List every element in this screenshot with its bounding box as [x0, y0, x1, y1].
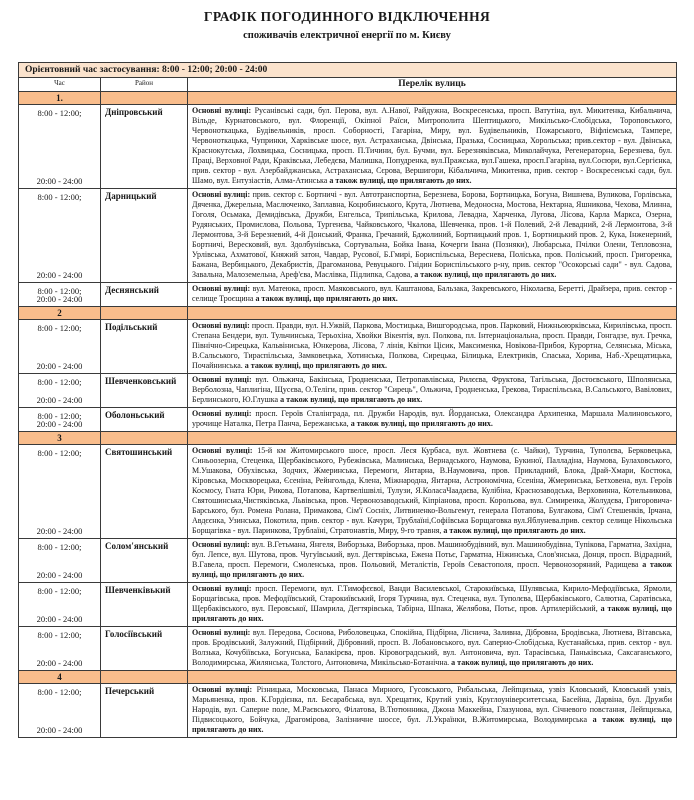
streets-list: вул. Передова, Соснова, Риболовецька, Спокійна, Підбірна, Ліснича, Заливна, Дібровна, Бродівська, Лютнева, Вітавська, пров. Бродівський, Залужний, Підбірний, Дібровний, просп. В. Лобановського, вул. Саперно-Слобідська, Кустанайська, прив. сектор - вул. Волзька, Кочубіївська, Богунська, Балакірєва, пров. Кіровоградський, вул. Антоновича, вул. Тарасівська, Паньківська, Саксаганського, Володимирська, Жилянська, Толстого, Антоновича, Микільсько-Ботанічна. — [192, 628, 672, 667]
district-name: Дніпровський — [101, 105, 188, 189]
group-number: 1. — [19, 92, 101, 105]
streets-cell — [188, 320, 677, 374]
district-name: Шевченковський — [101, 374, 188, 408]
streets-tail: а також вулиці, що прилягають до них. — [255, 294, 398, 303]
streets-list: 15-й км Житомирського шосе, просп. Леся Курбаса, вул. Жовтнева (с. Чайки), Турчина, Туполєва, Берковецька, Синьоозерна, Стеценка, Щербаківського, Рубежівська, Малинська, Вернадського, Наумова, Букиної, Палладіна, Наумова, Булаховського, М.Ушакова, Обухівська, Зодчих, Жмеринська, Перемоги, Янтарна, В.Наумовича, пров. Прикладний, Блока, Драй-Хмари, Костюка, Кіровська, Москворецька, Єсеніна, Рейнгольда, Клена, Міжнародна, Янтарна, Астрономічна, Єсеніна, Жмеринська, Бетховена, вул. Героїв Космосу, Гната Юри, Рикова, Потапова, Картвелішвілі, Тулузи, Я.КоласаЧаадаєва, Кулібіна, Краснозаводська, Верховинна, Котельникова, Святошинська,Чистяківська, Львівська, пров. Червонозаводський, Кіпріанова, просп. Корольова, вул. Симиренка, Жолудєва, Григоровича-Барського, бул. Ромена Ролана, Примакова, Сім'ї Сосніх, Литвиненко-Вольгемут, генерала Потапова, Булгакова, Сім'ї Стешенків, Ірчана, Авдєєнка, Узинська, Покотила, прив. сектор - вул. Качури, Трублаїні,Софіївська Борщаговка вул.Яблунева.прив. сектор селище Нікольська Борщагівка - вул. Паринкова, Трублаїні, Стратонавтів, Миру, 9-го травня, — [192, 446, 673, 535]
time-end: 20:00 - 24:00 — [36, 725, 83, 735]
time-start: 8:00 - 12:00; — [37, 630, 82, 640]
table-row — [19, 283, 677, 307]
streets-cell — [188, 105, 677, 189]
column-header-row — [19, 78, 677, 92]
time-cell — [19, 283, 101, 307]
district-name: Оболоньський — [101, 408, 188, 432]
table-row — [19, 627, 677, 671]
group-number: 3 — [19, 432, 101, 445]
streets-lead: Основні вулиці: — [192, 284, 251, 293]
time-cell — [19, 105, 101, 189]
group-number: 2 — [19, 307, 101, 320]
time-end: 20:00 - 24:00 — [36, 395, 83, 405]
column-header-district: Район — [101, 78, 188, 92]
streets-lead: Основні вулиці: — [192, 540, 250, 549]
time-start: 8:00 - 12:00; — [37, 411, 82, 421]
streets-cell — [188, 408, 677, 432]
streets-tail: а також вулиці, що прилягають до них. — [280, 395, 423, 404]
streets-lead: Основні вулиці: — [192, 446, 253, 455]
streets-cell — [188, 539, 677, 583]
district-name: Подільський — [101, 320, 188, 374]
table-row — [19, 374, 677, 408]
streets-lead: Основні вулиці: — [192, 628, 251, 637]
time-end: 20:00 - 24:00 — [36, 361, 83, 371]
streets-tail: а також вулиці, що прилягають до них. — [443, 526, 586, 535]
time-start: 8:00 - 12:00; — [37, 448, 82, 458]
column-header-time: Час — [19, 78, 101, 92]
streets-tail: а також вулиці, що прилягають до них. — [192, 715, 673, 734]
time-cell — [19, 539, 101, 583]
streets-cell — [188, 374, 677, 408]
group-number: 4 — [19, 671, 101, 684]
time-start: 8:00 - 12:00; — [37, 323, 82, 333]
streets-tail: а також вулиці, що прилягають до них. — [244, 361, 388, 370]
applied-time-row — [19, 63, 677, 78]
time-start: 8:00 - 12:00; — [37, 586, 82, 596]
table-row — [19, 539, 677, 583]
time-end: 20:00 - 24:00 — [36, 176, 83, 186]
table-row — [19, 583, 677, 627]
district-name: Деснянський — [101, 283, 188, 307]
table-row — [19, 105, 677, 189]
streets-lead: Основні вулиці: — [192, 685, 253, 694]
time-end: 20:00 - 24:00 — [36, 270, 83, 280]
table-row — [19, 320, 677, 374]
streets-list: вул. В.Гетьмана, Янгеля, Виборзька, Виборзька, пров. Машинобудівний, вул. Машинобудівна, Тупікова, Гарматна, Західна, бул. Лепсе, вул. Шутова, пров. Чугуївський, вул. Дегтярівська, Ежена Потьє, Гарматна, Ніжинська, Слов'янська, Донця, просп. Відрадний, В.Гавела, просп. Перемоги, Смоленська, пров. Польовий, Металістів, Героїв Севастополя, просп. Червонозоряний, Радищева — [192, 540, 672, 569]
streets-lead: Основні вулиці: — [192, 190, 251, 199]
group-header-row — [19, 671, 677, 684]
time-cell — [19, 627, 101, 671]
streets-tail: а також вулиці, що прилягають до них. — [192, 604, 672, 623]
time-end: 20:00 - 24:00 — [36, 526, 83, 536]
page-title: ГРАФІК ПОГОДИННОГО ВІДКЛЮЧЕННЯ — [203, 9, 491, 24]
table-row — [19, 408, 677, 432]
time-end: 20:00 - 24:00 — [36, 419, 83, 429]
streets-cell — [188, 189, 677, 283]
time-cell — [19, 189, 101, 283]
streets-cell — [188, 583, 677, 627]
time-start: 8:00 - 12:00; — [37, 108, 82, 118]
streets-cell — [188, 684, 677, 738]
table-row — [19, 445, 677, 539]
streets-lead: Основні вулиці: — [192, 375, 252, 384]
streets-lead: Основні вулиці: — [192, 409, 252, 418]
group-header-row — [19, 92, 677, 105]
district-name: Дарницький — [101, 189, 188, 283]
time-cell — [19, 684, 101, 738]
time-cell — [19, 374, 101, 408]
streets-cell — [188, 445, 677, 539]
streets-list: вул. Ольжича, Бакінська, Гродненська, Петропавлівська, Рилєєва, Фруктова, Тагільська, Достоєвського, Шполянська, Верболозна, Чаплигіна, Щусєва, О.Теліги, прив. сектор "Сирець", Ольжича, Гродненська, Грекова, Тираспільська, В.Сальського, Вавілових, Берлинського, Ю.Глушка — [192, 375, 673, 404]
streets-list: просп. Перемоги, вул. Г.Тимофєєвої, Ванди Василевської, Старокиївська, Шулявська, Кирило-Мефодіївська, Ярмоли, Борщагівська, пров. Мефодіївський, Старокиївський, Ігоря Турчина, вул. Стеценка, вул. Туполєва, Щербаківського, Салютна, Саратівська, Щербаківського, вул. Перовської, Шамрила, Дегтярівська, Табірна, Шпака, Желябова, Потьє, пров. Артилерійський, — [192, 584, 672, 613]
district-name: Святошинський — [101, 445, 188, 539]
group-header-row — [19, 307, 677, 320]
streets-list: вул. Матеюка, просп. Маяковського, вул. Каштанова, Бальзака, Закревського, Ніколаєва, Беретті, Драйзера, прив. сектор - селище Троєщина — [192, 284, 673, 303]
streets-tail: а також вулиці, що прилягають до них. — [451, 658, 594, 667]
table-row — [19, 684, 677, 738]
streets-tail: а також вулиці, що прилягають до них. — [350, 419, 493, 428]
district-name: Шевченківький — [101, 583, 188, 627]
streets-tail: а також вулиці, що прилягають до них. — [414, 270, 557, 279]
time-end: 20:00 - 24:00 — [36, 658, 83, 668]
schedule-table — [18, 62, 677, 738]
time-start: 8:00 - 12:00; — [37, 192, 82, 202]
time-end: 20:00 - 24:00 — [36, 614, 83, 624]
streets-tail: а також вулиці, що прилягають до них. — [192, 560, 673, 579]
applied-time-label: Орієнтовний час застосування: 8:00 - 12:00; 20:00 - 24:00 — [19, 63, 677, 78]
time-cell — [19, 320, 101, 374]
streets-cell — [188, 283, 677, 307]
time-end: 20:00 - 24:00 — [36, 570, 83, 580]
district-name: Голосіївський — [101, 627, 188, 671]
streets-list: прив. сектор с. Бортничі - вул. Автотранспортна, Березнева, Борова, Бортницька, Богуна, Вишнева, Вуликова, Горлівська, Дяченка, Джерельна, Маслюченко, Заплавна, Коцюбинського, Крута, Лютнева, Медоносна, Мостова, Нектарна, Яшникова, Чехова, Млинна, Гоголя, Осьмака, Демидівська, Дружби, Енгельса, Трипільська, Крилова, Левадна, Харченка, Лугова, Лісова, Карла Маркса, Озерна, Рудянських, Промислова, Польова, Тургенєва, Чайковського, Чкалова, Шевченка, пров. 1-й Полевий, 2-й Левадний, 2-й Лермонтова, 3-й Лермонтова, 3-й Березневий, 4-й Донський, Франка, Гречаний, Бджолиний, Бортницький пров. 1, Бортницький пров. 2, Кука, Інженерний, Бортничі, Вересковий, вул. Здолбунівська, Сортувальна, Бойка Івана, Кочерги Івана (Позняки), Любарська, Пчілки Олени, Тепловозна, Урлівська, Ахматової, Княжий затон, Чавдар, Русової, Б.Гмирі, Бориспільська, Вереснева, Поліська, пров. Поліський, просп. Григоренка, Бажана, Вербицького, Декабристів, Драгоманова, Ревуцького. Гнідин Бориспільського р-ну, прив. сектор "Осокорські сади" - вул. Садова, Завальна, Малоземельна, Ареф'єва, Маслівка, Підлипка, Садова, — [192, 190, 673, 279]
streets-list: просп. Правди, вул. Н.Ужвій, Паркова, Мостицька, Вишгородська, пров. Парковий, Нижньоюрківська, Кирилівська, просп. Степана Бендери, вул. Тульчинська, Терьохіна, Хвойки Вікентія, вул. Полкова, пл. Інтернаціональна, просп. Правди, Гонгадзе, вул. Гречка, Північно-Сирецька, Кальвіниська, Юнкерова, Лісова, 7 лінія, Квітки Цісик, Максименка, Новікова-Прибоя, Курортна, Селянська, Міська, В.Сальського, Тираспільська, Замковецька, Хотинська, Полкова, Сирецька, Білицька, Електриків, Спаська, Хорива, Наб.-Хрещатицька, Почайнинська. — [192, 321, 673, 370]
page-subtitle: споживачів електричної енергії по м. Києву — [243, 30, 451, 41]
streets-lead: Основні вулиці: — [192, 584, 252, 593]
district-name: Печерський — [101, 684, 188, 738]
time-start: 8:00 - 12:00; — [37, 377, 82, 387]
district-name: Солом'янський — [101, 539, 188, 583]
time-cell — [19, 445, 101, 539]
time-cell — [19, 583, 101, 627]
time-start: 8:00 - 12:00; — [37, 542, 82, 552]
time-start: 8:00 - 12:00; — [37, 687, 82, 697]
streets-tail: а також вулиці, що прилягають до них. — [329, 176, 472, 185]
streets-list: Різницька, Московська, Панаса Мирного, Гусовського, Рибальська, Лейпцизька, узвіз Кловський, Кловський узвіз, Марьяненка, пров. К.Гордієнка, пл. Бесарабська, вул. Хрещатик, Крутий узвіз, Круглоуніверситетська, Басейна, Дарвіна, бул. Дружби Народів, вул. Саперне поле, М.Раєвського, Філатова, В.Тютюнника, Джона Маккейна, Глазунова, вул. Січневого повстання, Лейпцизька, Підвисоцького, Бойчука, Драгомірова, Залізничне шоссе, бул. Л.Українки, В.Житомирська, Володимирська — [192, 685, 673, 724]
streets-cell — [188, 627, 677, 671]
column-header-streets: Перелік вулиць — [188, 78, 677, 92]
streets-list: Русанівські сади, бул. Перова, вул. А.Навої, Райдужна, Воскресенська, просп. Ватутіна, вул. Микитенка, Кибальчича, Вільде, Курнатовського, вул. Флоренції, Окіпної Раїси, Митрополита Шептицького, Микільсько-Слобідська, Тороповського, Червоноткацька, Будівельників, просп. Соборності, Гагаріна, Миру, вул. Будівельників, Пожарського, Віфліємська, Тампере, Червоноткацька, Чупринки, Харківське шосе, вул. Астраханська, Двінська, Празька, Сосницька, Хорольська; прив.сектор - вул. Двінська, Краснокутська, Лохвицька, Сосницька, просп. П.Тичини, бул. Бучми, вул. Березняківська, Миколайчука, Регенераторна, Березнева, бул. Праці, Верховної Ради, Краківська, Лебедєва, Малишка, Попудренка, вул.Пражська, вул.Гашека, просп.Гагаріна, вул.Сосюри, вул.Сергієнка, прив. сектор - вул. Азербайджанська, Астраханська, Сєрова, Вершигори, Кібальчича, Микитенка, прив. сектор - Воскресенські сади, бул. Шамо, вул. Ентузіастів, Алма-Атинська — [192, 106, 673, 185]
streets-list: просп. Героїв Сталінграда, пл. Дружби Народів, вул. Йорданська, Олександра Архипенка, Маршала Малиновського, урочище Наталка, Петра Панча, Бережанська, — [192, 409, 673, 428]
time-start: 8:00 - 12:00; — [37, 286, 82, 296]
table-row — [19, 189, 677, 283]
time-cell — [19, 408, 101, 432]
group-header-row — [19, 432, 677, 445]
streets-lead: Основні вулиці: — [192, 321, 250, 330]
streets-lead: Основні вулиці: — [192, 106, 252, 115]
time-end: 20:00 - 24:00 — [36, 294, 83, 304]
